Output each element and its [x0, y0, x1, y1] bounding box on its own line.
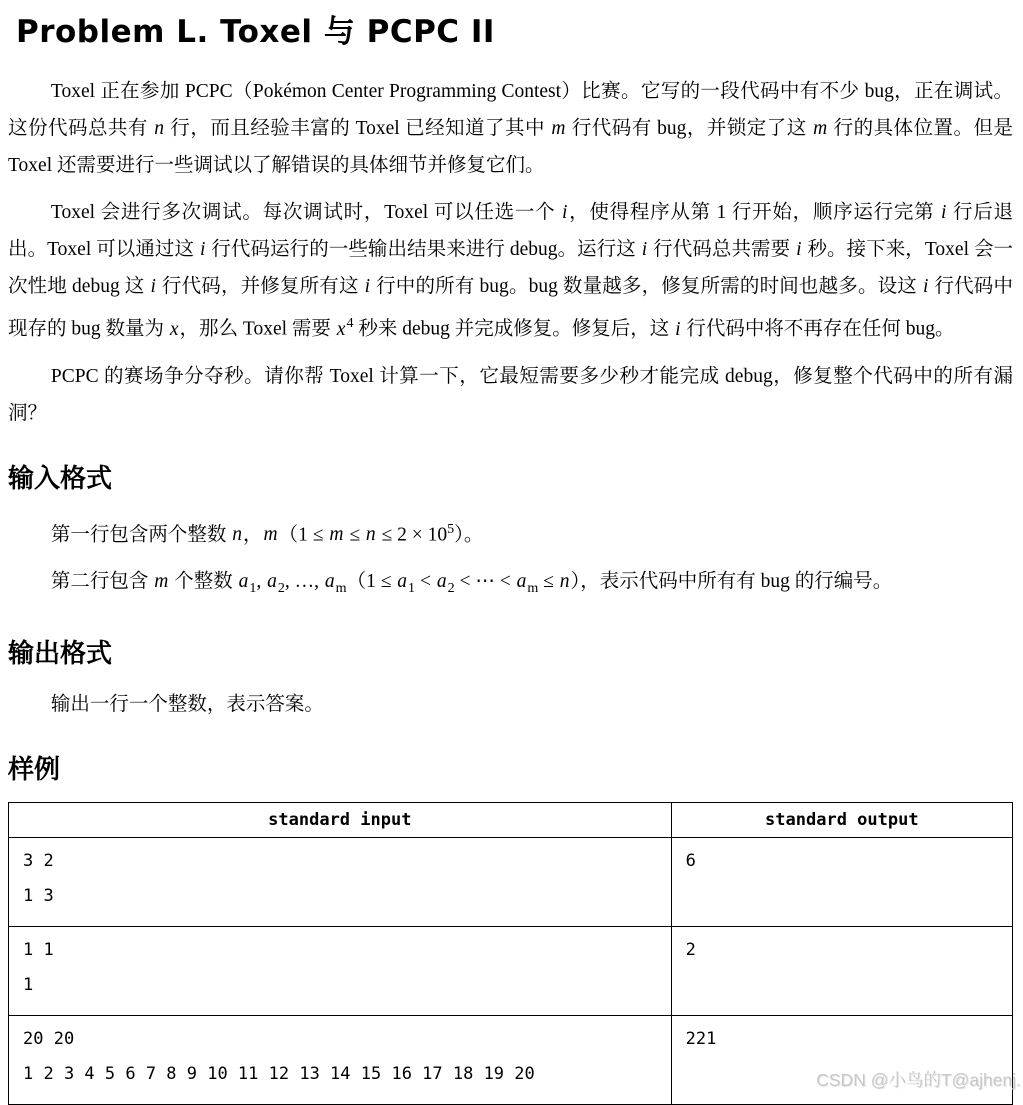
- sample-3-output-line-1: 221: [685, 1028, 717, 1049]
- statement-paragraph-1: Toxel 正在参加 PCPC（Pokémon Center Programming Contest）比赛。它写的一段代码中有不少 bug，正在调试。这份代码总共有 n 行，而且经验丰富的 Toxel 已经知道了其中 m 行代码有 bug，并锁定了这 m 行的具体位置。但是 Toxel 还需要进行一些调试以了解错误的具体细节并修复它们。: [8, 81, 1013, 176]
- output-format-heading: 输出格式: [8, 638, 113, 669]
- samples-table: [8, 802, 1013, 1105]
- sample-1-input-line-1: 3 2: [23, 850, 54, 871]
- sample-row-1: [9, 837, 1013, 926]
- input-format-heading: 输入格式: [8, 463, 113, 494]
- samples-table-header-output: standard output: [671, 802, 1012, 837]
- statement-paragraph-3: PCPC 的赛场争分夺秒。请你帮 Toxel 计算一下，它最短需要多少秒才能完成 debug，修复整个代码中的所有漏洞？: [8, 365, 1013, 424]
- sample-2-input-line-2: 1: [23, 974, 34, 995]
- sample-1-input-line-2: 1 3: [23, 885, 54, 906]
- samples-table-header-input: standard input: [9, 802, 672, 837]
- sample-2-output-line-1: 2: [685, 939, 696, 960]
- sample-3-input-line-2: 1 2 3 4 5 6 7 8 9 10 11 12 13 14 15 16 17 18 19 20: [23, 1063, 535, 1084]
- output-format-paragraph-1: 输出一行一个整数，表示答案。: [50, 693, 324, 715]
- statement-paragraph-2: Toxel 会进行多次调试。每次调试时，Toxel 可以任选一个 i，使得程序从第 1 行开始，顺序运行完第 i 行后退出。Toxel 可以通过这 i 行代码运行的一些输出结果来进行 debug。运行这 i 行代码总共需要 i 秒。接下来，Toxel 会一次性地 debug 这 i 行代码，并修复所有这 i 行中的所有 bug。bug 数量越多，修复所需的时间也越多。设这 i 行代码中现存的 bug 数量为 x，那么 Toxel 需要 $x^4$ 秒来 debug 并完成修复。修复后，这 i 行代码中将不再存在任何 bug。: [8, 202, 1014, 340]
- input-format-paragraph-2: 第二行包含 m 个整数 $a_1$, $a_2$, …, $a_m(1 \le a_1 < a_2$ < ⋯ < $a_m \le n$），表示代码中所有有 bug 的行编号。: [50, 571, 893, 596]
- sample-2-input-line-1: 1 1: [23, 939, 54, 960]
- sample-row-2: [9, 926, 1013, 1015]
- sample-1-input-cell: [9, 837, 672, 926]
- csdn-watermark: CSDN @小鸟的T@ajhenj.: [816, 1070, 1021, 1090]
- sample-1-output-cell: [671, 837, 1012, 926]
- page-title: Problem L. Toxel 与 PCPC II: [16, 14, 495, 50]
- input-format-paragraph-1: 第一行包含两个整数 n，$m(1 \le m \le n \le 2 \times 10^5)$。: [50, 520, 484, 545]
- sample-3-input-cell: [9, 1015, 672, 1104]
- sample-3-input-line-1: 20 20: [23, 1028, 75, 1049]
- sample-2-input-cell: [9, 926, 672, 1015]
- sample-2-output-cell: [671, 926, 1012, 1015]
- samples-table-header-row: [9, 802, 1013, 837]
- samples-heading: 样例: [8, 754, 61, 785]
- sample-1-output-line-1: 6: [685, 850, 696, 871]
